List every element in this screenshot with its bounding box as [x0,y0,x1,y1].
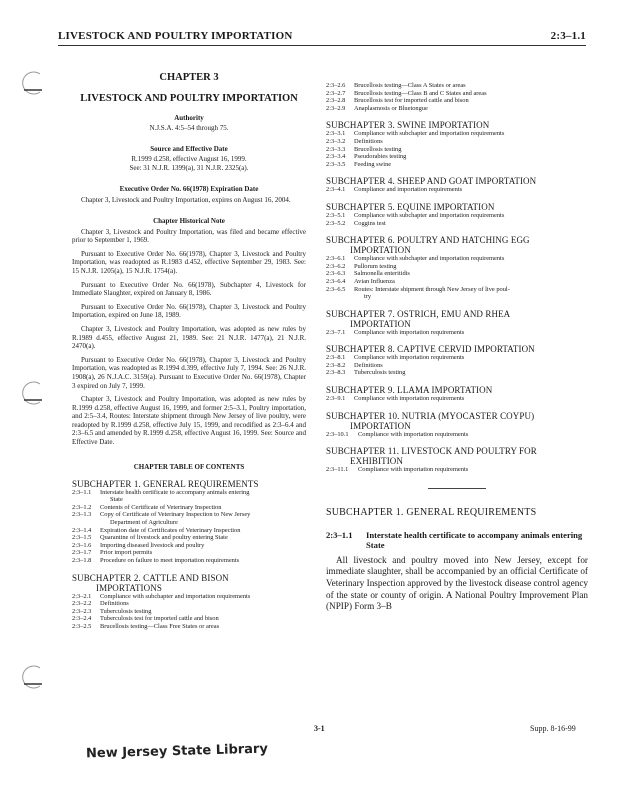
toc-entry: 2:3–6.1 Compliance with subchapter and importation requirements [326,255,505,263]
toc-entry: 2:3–2.4 Tuberculosis test for imported cattle and bison [72,615,219,623]
history-heading: Chapter Historical Note [153,216,225,225]
history-paragraph: Chapter 3, Livestock and Poultry Importation, was adopted as new rules by R.1989 d.455, effective August 21, 1989. See: 21 N.J.R. 1477(a), 21 N.J.R. 2470(a). [72,324,306,351]
toc-entry: 2:3–2.7 Brucellosis testing—Class B and C States and areas [326,89,487,97]
source-line: See: 31 N.J.R. 1399(a), 31 N.J.R. 2325(a). [129,164,249,172]
punch-hole-icon [20,70,46,96]
subchapter-heading: SUBCHAPTER 4. SHEEP AND GOAT IMPORTATION [326,176,537,187]
toc-entry: 2:3–5.2 Coggins test [326,219,386,227]
page-number: 3-1 [314,724,325,733]
toc-list [326,255,588,301]
toc-entry: 2:3–2.5 Brucellosis testing—Class Free States or areas [72,622,220,630]
running-header [58,30,586,42]
source-line: R.1999 d.258, effective August 16, 1999. [131,155,247,163]
toc-list [72,489,306,565]
toc-list [72,593,306,631]
toc-entry: 2:3–9.1 Compliance with importation requirements [326,395,465,403]
subchapter-heading: SUBCHAPTER 1. GENERAL REQUIREMENTS [72,478,259,489]
toc-entry: 2:3–6.3 Salmonella enteritidis [326,270,410,278]
toc-entry: 2:3–1.4 Expiration date of Certificates of Veterinary Inspection [72,526,241,534]
section-number: 2:3–1.1 [326,529,353,540]
history-paragraph: Chapter 3, Livestock and Poultry Importation, was filed and became effective prior to September 1, 1969. [72,227,306,245]
supplement-date: Supp. 8-16-99 [530,724,576,733]
subchapter-heading: SUBCHAPTER 5. EQUINE IMPORTATION [326,201,495,212]
history-paragraph: Pursuant to Executive Order No. 66(1978), Chapter 3, Livestock and Poultry Importation, was readopted as R.1983 d.452, effective September 29, 1983. See: 15 N.J.R. 1205(a), 15 N.J.R. 1754(a). [72,249,306,275]
toc-heading: CHAPTER TABLE OF CONTENTS [133,462,245,471]
history-paragraph: Chapter 3, Livestock and Poultry Importation, was adopted as new rules by R.1999 d.258, effective August 16, 1999, and former 2:5–3.1, Poultry importation, and 2:5–3.4, Routes: Interstate shipment through New Jersey of live poultry, were readopted by R.1999 d.258, effective July 15, 1999, and recodified as 2:3–6.4 and 2:3–6.5 and amended by R.1999 d.258, effective August 16, 1999. See: Source and Effective Date. [72,395,306,447]
history-paragraph: Pursuant to Executive Order No. 66(1978), Subchapter 4, Livestock for Immediate Slaughter, expired on January 8, 1986. [72,280,306,298]
authority-heading: Authority [174,114,204,122]
toc-entry: 2:3–1.6 Importing diseased livestock and poultry [72,541,205,549]
toc-entry: 2:3–3.5 Feeding swine [326,160,392,168]
toc-entry: 2:3–8.3 Tuberculosis testing [326,369,406,377]
toc-entry: 2:3–1.5 Quarantine of livestock and poultry entering State [72,534,228,542]
body-subchapter-heading: SUBCHAPTER 1. GENERAL REQUIREMENTS [326,506,537,518]
toc-entry: 2:3–4.1 Compliance and importation requirements [326,186,463,194]
subchapter-heading: SUBCHAPTER 7. OSTRICH, EMU AND RHEA IMPORTATION [326,308,511,329]
toc-entry: 2:3–10.1 Compliance with importation requirements [326,430,469,438]
toc-entry: 2:3–3.4 Pseudorabies testing [326,153,407,161]
toc-list [326,130,588,168]
history-paragraph: Pursuant to Executive Order No. 66(1978), Chapter 3, Livestock and Poultry Importation, expired on June 18, 1989. [72,302,306,320]
toc-entry: 2:3–6.2 Pullorum testing [326,262,397,270]
subchapter-heading: SUBCHAPTER 9. LLAMA IMPORTATION [326,385,493,396]
toc-entry: 2:3–2.6 Brucellosis testing—Class A States or areas [326,82,466,89]
toc-entry: 2:3–3.1 Compliance with subchapter and importation requirements [326,130,505,138]
toc-entry: 2:3–2.3 Tuberculosis testing [72,607,152,615]
toc-entry: 2:3–1.8 Procedure on failure to meet importation requirements [72,557,240,564]
toc-entry: 2:3–2.8 Brucellosis test for imported cattle and bison [326,97,469,105]
toc-entry: 2:3–2.9 Anaplasmosis or Bluetongue [326,104,428,112]
subchapter-heading: SUBCHAPTER 8. CAPTIVE CERVID IMPORTATION [326,344,535,355]
library-stamp: New Jersey State Library [85,741,269,762]
chapter-title: LIVESTOCK AND POULTRY IMPORTATION [80,93,298,104]
subchapter-heading: SUBCHAPTER 6. POULTRY AND HATCHING EGG IMPORTATION [326,235,530,256]
toc-list [326,354,588,377]
toc-entry: 2:3–6.5 Routes: Interstate shipment through New Jersey of live poul- try [326,285,510,301]
punch-hole-icon [20,380,46,406]
toc-entry: 2:3–7.1 Compliance with importation requirements [326,328,465,336]
subchapter-heading: SUBCHAPTER 3. SWINE IMPORTATION [326,120,490,131]
toc-entry: 2:3–1.3 Copy of Certificate of Veterinary Inspection to New Jersey Department of Agriculture [72,511,251,527]
toc-entry: 2:3–8.1 Compliance with importation requirements [326,354,465,362]
header-title: LIVESTOCK AND POULTRY IMPORTATION [58,30,293,42]
punch-hole-icon [20,664,46,690]
subchapter-heading: SUBCHAPTER 2. CATTLE AND BISON IMPORTATIONS [72,572,229,593]
toc-entry: 2:3–8.2 Definitions [326,361,383,369]
header-section: 2:3–1.1 [550,30,586,42]
toc-entry: 2:3–2.1 Compliance with subchapter and importation requirements [72,592,251,600]
exec-order-heading: Executive Order No. 66(1978) Expiration Date [119,185,259,193]
history-paragraph: Pursuant to Executive Order No. 66(1978), Chapter 3, Livestock and Poultry Importation, was readopted as R.1994 d.399, effective July 7, 1994. See: 26 N.J.R. 1908(a), 26 N.J.A.C. 3159(a). Pursuant to Executive Order No. 66(1978), Chapter 3 expired on July 7, 1999. [72,355,306,390]
left-column [72,58,306,631]
toc-entry: 2:3–3.2 Definitions [326,137,383,145]
section-title: Interstate health certificate to accompany animals entering State [366,529,583,550]
source-heading: Source and Effective Date [150,145,228,153]
toc-entry: 2:3–6.4 Avian Influenza [326,277,395,285]
chapter-number: CHAPTER 3 [159,72,219,83]
section-heading [326,530,588,550]
header-rule [58,45,586,46]
toc-entry: 2:3–1.7 Prior import permits [72,549,153,557]
section-body-text: All livestock and poultry moved into New Jersey, except for immediate slaughter, shall be accompanied by an official Certificate of Veterinary Inspection approved by the livestock disease control agency of the state or county of origin. A National Poultry Improvement Plan (NPIP) Form 3–B [326,554,588,612]
toc-list [326,82,588,112]
section-divider [428,488,486,489]
authority-text: N.J.S.A. 4:5–54 through 75. [149,124,229,132]
toc-entry: 2:3–2.2 Definitions [72,600,129,608]
subchapter-heading: SUBCHAPTER 10. NUTRIA (MYOCASTER COYPU) IMPORTATION [326,410,535,431]
subchapter-heading: SUBCHAPTER 11. LIVESTOCK AND POULTRY FOR EXHIBITION [326,446,537,467]
toc-entry: 2:3–1.1 Interstate health certificate to accompany animals entering State [72,488,250,504]
toc-entry: 2:3–11.1 Compliance with importation requirements [326,466,469,474]
exec-order-text: Chapter 3, Livestock and Poultry Importation, expires on August 16, 2004. [81,196,291,204]
toc-entry: 2:3–1.2 Contents of Certificate of Veterinary Inspection [72,503,222,511]
toc-entry: 2:3–3.3 Brucellosis testing [326,145,402,153]
toc-entry: 2:3–5.1 Compliance with subchapter and importation requirements [326,211,505,219]
right-column [326,82,588,613]
